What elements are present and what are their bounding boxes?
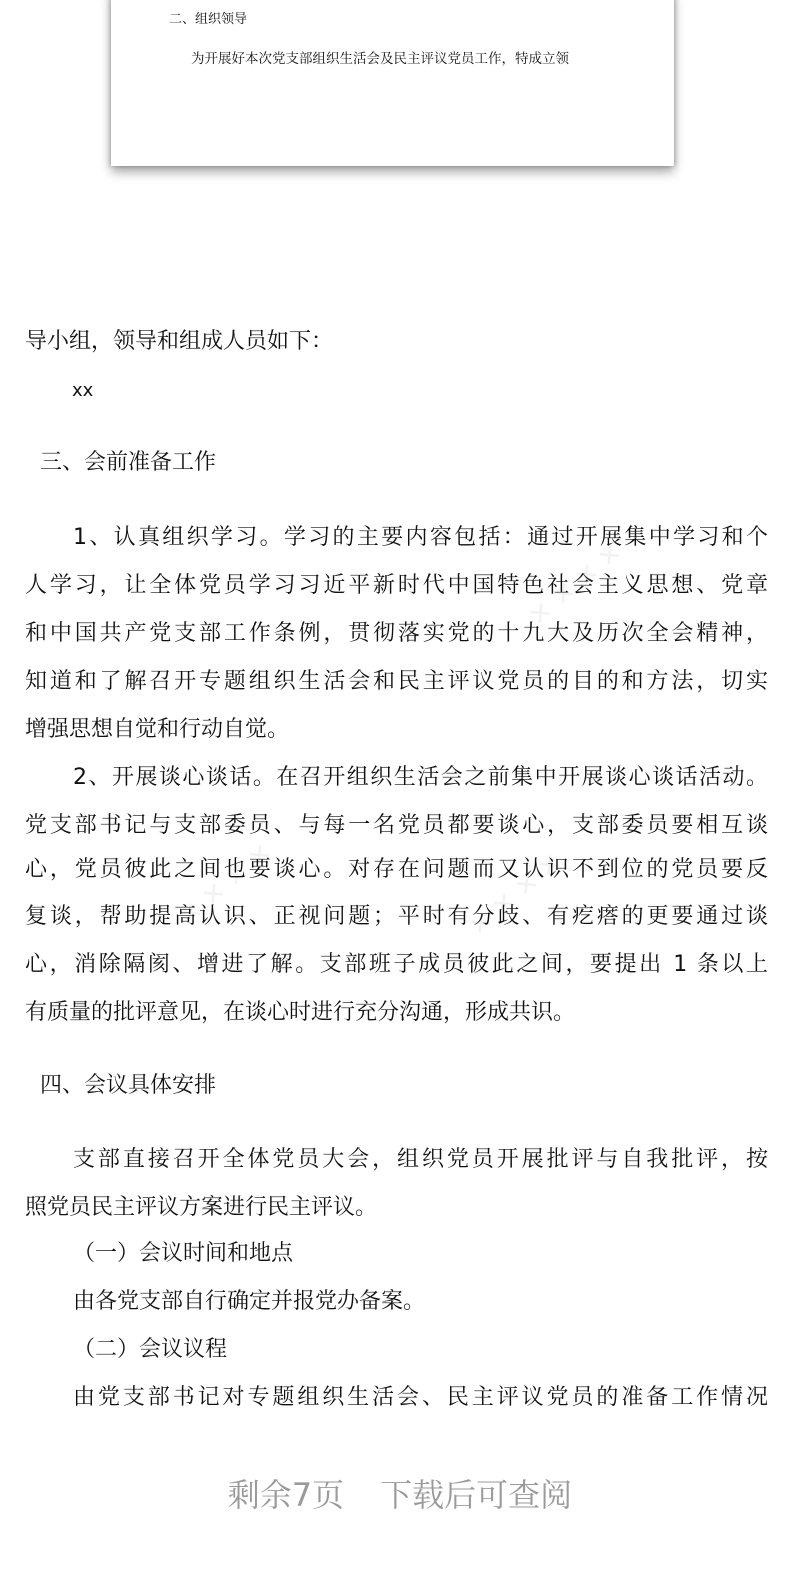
text-line: 心，消除隔阂、增进了解。支部班子成员彼此之间，要提出 1 条以上 <box>25 952 768 977</box>
text-line: 照党员民主评议方案进行民主评议。 <box>25 1195 378 1220</box>
text-line: 人学习，让全体党员学习习近平新时代中国特色社会主义思想、党章 <box>25 573 768 598</box>
subheading: （二）会议议程 <box>73 1337 228 1362</box>
text-line: 党支部书记与支部委员、与每一名党员都要谈心，支部委员要相互谈 <box>25 813 768 838</box>
card-text: 为开展好本次党支部组织生活会及民主评议党员工作，特成立领 <box>191 51 569 67</box>
watermark: ✕ ✕ ✕ ✕ <box>523 537 629 633</box>
text-line: 2、开展谈心谈话。在召开组织生活会之前集中开展谈心谈话活动。 <box>73 765 768 790</box>
section-heading: 三、会前准备工作 <box>40 450 217 475</box>
section-heading: 四、会议具体安排 <box>40 1073 217 1098</box>
text-line: 支部直接召开全体党员大会，组织党员开展批评与自我批评，按 <box>73 1147 768 1172</box>
text-line: 和中国共产党支部工作条例，贯彻落实党的十九大及历次全会精神， <box>25 621 768 646</box>
text-line: 知道和了解召开专题组织生活会和民主评议党员的目的和方法，切实 <box>25 669 768 694</box>
text-line: 复谈，帮助提高认识、正视问题；平时有分歧、有疙瘩的更要通过谈 <box>25 904 768 929</box>
subheading: （一）会议时间和地点 <box>73 1241 294 1266</box>
text-line: 有质量的批评意见，在谈心时进行充分沟通，形成共识。 <box>25 1000 576 1025</box>
text-line: 1、认真组织学习。学习的主要内容包括：通过开展集中学习和个 <box>73 525 768 550</box>
text-line: 导小组，领导和组成人员如下： <box>25 329 334 354</box>
download-prompt[interactable] <box>0 1470 800 1516</box>
text-line: 增强思想自觉和行动自觉。 <box>25 717 290 742</box>
text-line: 由各党支部自行确定并报党办备案。 <box>73 1289 426 1314</box>
watermark: ✕ ✕ ✕ ✕ <box>173 837 279 933</box>
download-to-view[interactable]: 下载后可查阅 <box>380 1476 573 1514</box>
preview-page-card <box>111 0 674 166</box>
text-line: 心，党员彼此之间也要谈心。对存在问题而又认识不到位的党员要反 <box>25 857 768 882</box>
card-heading: 二、组织领导 <box>169 12 248 27</box>
remaining-pages: 剩余7页 <box>227 1476 345 1514</box>
text-line: 由党支部书记对专题组织生活会、民主评议党员的准备工作情况 <box>73 1385 768 1410</box>
text-line: xx <box>72 380 94 401</box>
watermark: ✕ ✕ ✕ ✕ <box>463 847 569 943</box>
